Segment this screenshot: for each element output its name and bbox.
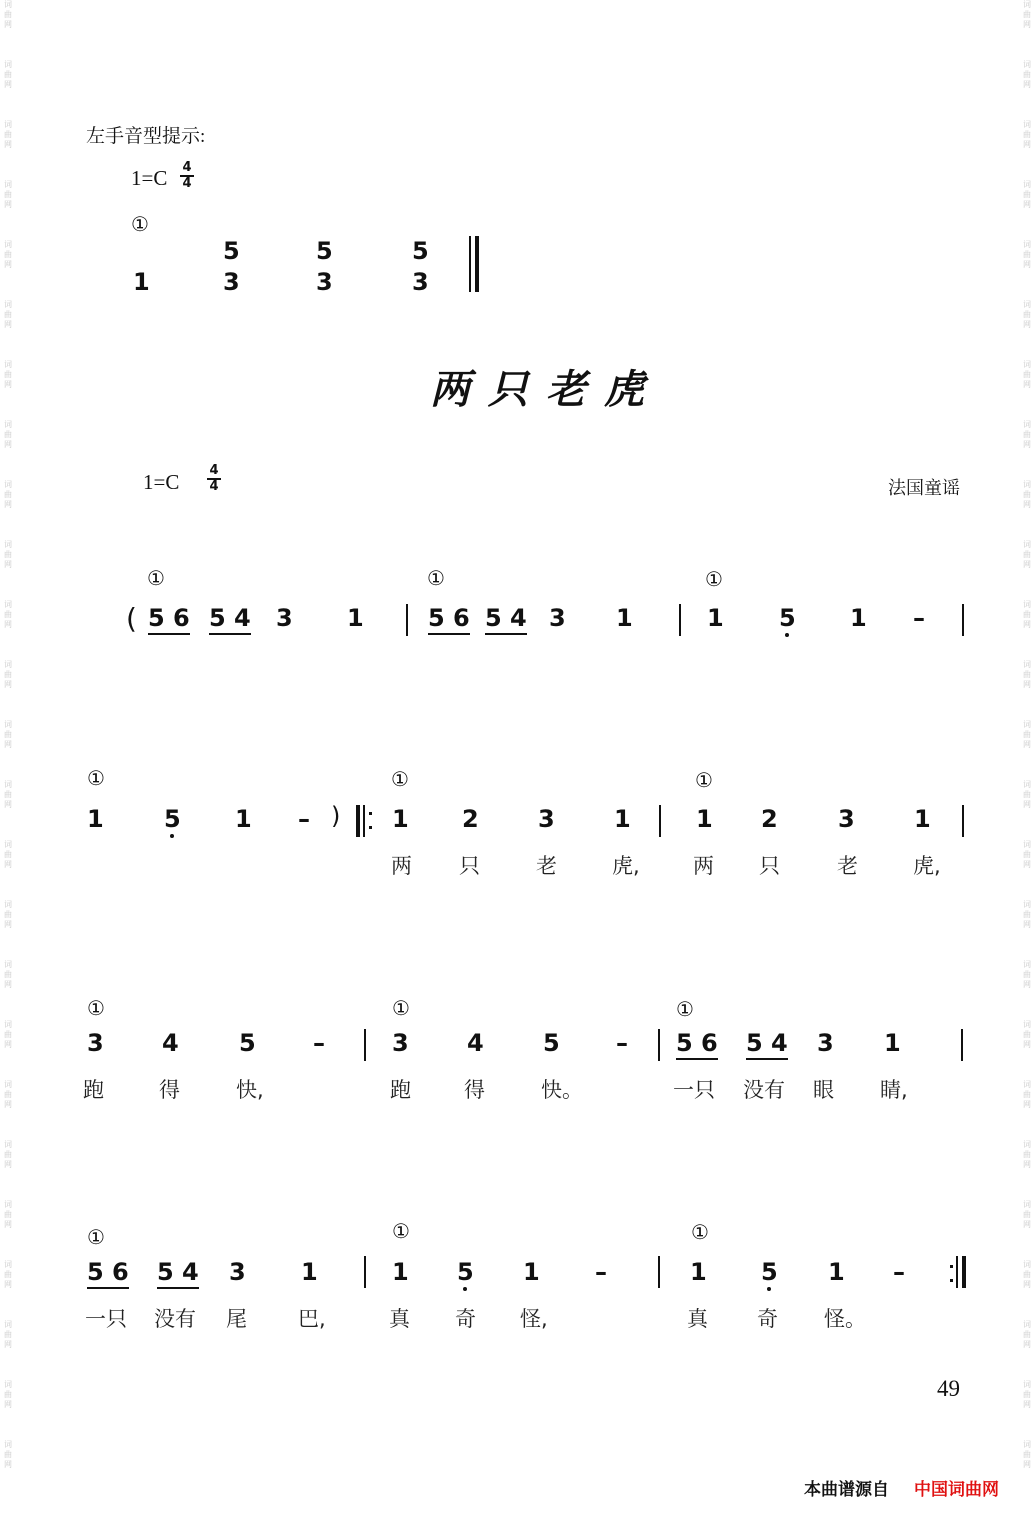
lyric: 得 [464,1078,485,1102]
watermark-text: 词曲网 [1023,1200,1031,1229]
note-group: 5 4 [746,1029,788,1060]
open-paren: ( [126,602,137,635]
note-group: 5 6 [428,604,470,635]
note: 5 [543,1029,560,1057]
note: 3 [838,805,855,833]
repeat-dot [369,826,372,829]
lyric: 两 [391,854,412,878]
note: 2 [462,805,479,833]
barline [364,1029,366,1061]
barline [962,604,964,636]
watermark-text: 词曲网 [4,180,12,209]
watermark-text: 词曲网 [4,540,12,569]
note: 1 [301,1258,318,1286]
left-watermark-strip [2,0,14,1523]
note-low: 5 [761,1258,778,1286]
lyric: 老 [837,854,858,878]
lyric: 只 [459,854,480,878]
hint-time-bottom: 4 [182,176,192,191]
watermark-text: 词曲网 [4,240,12,269]
barline [658,1029,660,1061]
dash: – [313,1029,325,1057]
finger-mark: ① [427,566,445,590]
note-group: 5 6 [87,1258,129,1289]
finger-mark: ① [147,566,165,590]
hint-upper-note: 5 [412,237,429,265]
finger-mark: ① [705,567,723,591]
note: 3 [817,1029,834,1057]
watermark-text: 词曲网 [1023,1020,1031,1049]
watermark-text: 词曲网 [1023,120,1031,149]
watermark-text: 词曲网 [4,1260,12,1289]
note: 3 [229,1258,246,1286]
watermark-text: 词曲网 [1023,720,1031,749]
final-barline-thick [475,236,479,292]
footer-site-link[interactable]: 中国词曲网 [914,1480,999,1500]
note: 1 [850,604,867,632]
lyric: 跑 [390,1078,411,1102]
watermark-text: 词曲网 [4,1140,12,1169]
note: 4 [467,1029,484,1057]
watermark-text: 词曲网 [1023,0,1031,29]
watermark-text: 词曲网 [1023,1380,1031,1409]
watermark-text: 词曲网 [4,600,12,629]
note-group: 5 6 [148,604,190,635]
repeat-end-thin [956,1256,958,1288]
repeat-dot [369,812,372,815]
repeat-dot [950,1279,953,1282]
finger-mark: ① [392,1219,410,1243]
note-low: 5 [457,1258,474,1286]
hint-time-signature [180,162,194,190]
finger-mark: ① [391,767,409,791]
right-watermark-strip [1021,0,1033,1523]
lyric: 没有 [154,1307,196,1331]
note-low: 5 [164,805,181,833]
final-barline-thin [469,236,471,292]
finger-mark: ① [695,768,713,792]
finger-mark: ① [676,997,694,1021]
note-group: 5 4 [157,1258,199,1289]
watermark-text: 词曲网 [1023,900,1031,929]
watermark-text: 词曲网 [4,1080,12,1109]
watermark-text: 词曲网 [4,0,12,29]
note-low: 5 [779,604,796,632]
lyric: 尾 [226,1307,247,1331]
watermark-text: 词曲网 [4,1020,12,1049]
note-group: 5 4 [485,604,527,635]
note: 1 [914,805,931,833]
watermark-text: 词曲网 [4,900,12,929]
watermark-text: 词曲网 [1023,960,1031,989]
repeat-end-thick [962,1256,966,1288]
hint-upper-note: 5 [223,237,240,265]
note: 2 [761,805,778,833]
lyric: 奇 [455,1307,476,1331]
finger-mark: ① [87,766,105,790]
repeat-start-thin [363,805,365,837]
watermark-text: 词曲网 [1023,60,1031,89]
barline [406,604,408,636]
lyric: 得 [159,1078,180,1102]
note-group: 5 4 [209,604,251,635]
note: 3 [538,805,555,833]
barline [658,1256,660,1288]
watermark-text: 词曲网 [1023,480,1031,509]
footer-source-text: 本曲谱源自 [804,1480,889,1500]
watermark-text: 词曲网 [1023,600,1031,629]
watermark-text: 词曲网 [1023,180,1031,209]
note: 1 [884,1029,901,1057]
lyric: 眼 [813,1078,834,1102]
watermark-text: 词曲网 [4,780,12,809]
watermark-text: 词曲网 [1023,1080,1031,1109]
note: 1 [87,805,104,833]
watermark-text: 词曲网 [1023,420,1031,449]
song-title: 两只老虎 [430,366,662,413]
watermark-text: 词曲网 [4,1380,12,1409]
low-octave-dot [463,1287,467,1291]
close-paren: ) [331,802,341,830]
finger-mark: ① [392,996,410,1020]
barline [679,604,681,636]
song-time-bottom: 4 [209,479,219,494]
finger-mark: ① [691,1220,709,1244]
watermark-text: 词曲网 [4,480,12,509]
note: 3 [276,604,293,632]
note: 5 [239,1029,256,1057]
hint-time-top: 4 [182,160,192,175]
dash: – [893,1258,905,1286]
note: 4 [162,1029,179,1057]
watermark-text: 词曲网 [1023,360,1031,389]
lyric: 没有 [743,1078,785,1102]
watermark-text: 词曲网 [4,420,12,449]
hint-lower-note: 3 [223,268,240,296]
lyric: 只 [759,854,780,878]
repeat-dot [950,1265,953,1268]
low-octave-dot [767,1287,771,1291]
watermark-text: 词曲网 [4,720,12,749]
watermark-text: 词曲网 [4,840,12,869]
lyric: 睛, [880,1078,908,1102]
low-octave-dot [785,633,789,637]
song-key: 1=C [143,470,180,494]
lyric: 老 [536,854,557,878]
lyric: 跑 [83,1078,104,1102]
watermark-text: 词曲网 [4,960,12,989]
song-time-top: 4 [209,463,219,478]
note: 1 [696,805,713,833]
note: 3 [87,1029,104,1057]
hint-lower-note: 3 [316,268,333,296]
watermark-text: 词曲网 [1023,780,1031,809]
lyric: 怪, [520,1307,548,1331]
note: 1 [392,805,409,833]
finger-mark: ① [87,996,105,1020]
note: 3 [392,1029,409,1057]
song-source: 法国童谣 [888,478,960,499]
dash: – [913,604,925,632]
lyric: 虎, [913,854,941,878]
lyric: 两 [693,854,714,878]
watermark-text: 词曲网 [4,300,12,329]
hint-lower-note: 3 [412,268,429,296]
dash: – [616,1029,628,1057]
note: 1 [690,1258,707,1286]
watermark-text: 词曲网 [1023,240,1031,269]
hint-lower-note: 1 [133,268,150,296]
note: 1 [347,604,364,632]
watermark-text: 词曲网 [4,660,12,689]
barline [659,805,661,837]
watermark-text: 词曲网 [1023,1320,1031,1349]
note: 1 [392,1258,409,1286]
note: 1 [523,1258,540,1286]
barline [962,805,964,837]
note: 1 [707,604,724,632]
hint-finger-mark: ① [131,212,149,236]
dash: – [595,1258,607,1286]
watermark-text: 词曲网 [4,60,12,89]
watermark-text: 词曲网 [1023,300,1031,329]
dash: – [298,805,310,833]
lyric: 虎, [612,854,640,878]
lyric: 快, [236,1078,264,1102]
hint-key: 1=C [131,166,168,190]
note: 1 [828,1258,845,1286]
barline [364,1256,366,1288]
lyric: 巴, [298,1307,326,1331]
watermark-text: 词曲网 [4,360,12,389]
lyric: 一只 [673,1078,715,1102]
watermark-text: 词曲网 [1023,660,1031,689]
note: 1 [235,805,252,833]
note: 1 [614,805,631,833]
watermark-text: 词曲网 [1023,1140,1031,1169]
watermark-text: 词曲网 [1023,1260,1031,1289]
lyric: 快。 [541,1078,583,1102]
finger-mark: ① [87,1225,105,1249]
watermark-text: 词曲网 [4,1320,12,1349]
page-number: 49 [937,1376,960,1401]
watermark-text: 词曲网 [4,1200,12,1229]
barline [961,1029,963,1061]
lyric: 怪。 [824,1307,866,1331]
lyric: 一只 [85,1307,127,1331]
watermark-text: 词曲网 [1023,1440,1031,1469]
note: 1 [616,604,633,632]
watermark-text: 词曲网 [1023,840,1031,869]
repeat-start-thick [356,805,360,837]
low-octave-dot [170,834,174,838]
watermark-text: 词曲网 [1023,540,1031,569]
song-time-signature [207,465,221,493]
lyric: 奇 [757,1307,778,1331]
watermark-text: 词曲网 [4,1440,12,1469]
note-group: 5 6 [676,1029,718,1060]
note: 3 [549,604,566,632]
lyric: 真 [389,1307,410,1331]
hint-label: 左手音型提示: [86,126,206,147]
hint-upper-note: 5 [316,237,333,265]
lyric: 真 [687,1307,708,1331]
watermark-text: 词曲网 [4,120,12,149]
